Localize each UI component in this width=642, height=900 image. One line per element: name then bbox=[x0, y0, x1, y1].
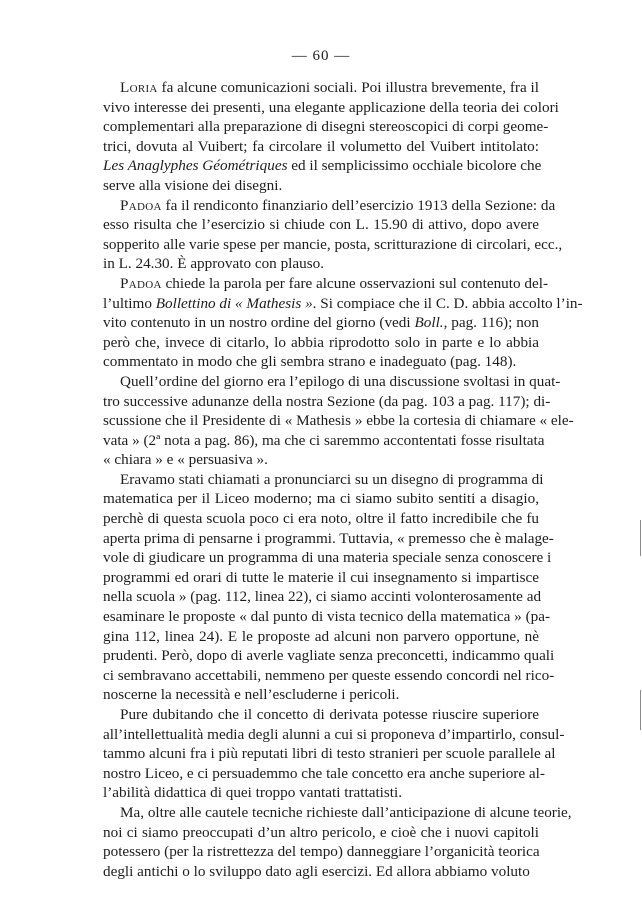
text-run: noi ci siamo preoccupati d’un altro pericolo, e cioè che i nuovi capitoli bbox=[103, 823, 539, 841]
text-run: in L. 24.30. È approvato con plauso. bbox=[103, 255, 325, 273]
text-run: vito contenuto in un nostro ordine del giorno (vedi bbox=[103, 314, 415, 332]
paragraph bbox=[103, 372, 574, 470]
text-line bbox=[103, 450, 539, 470]
text-line bbox=[103, 725, 565, 745]
text-run: vivo interesse dei presenti, una elegante applicazione della teoria dei colori bbox=[103, 98, 559, 116]
text-line bbox=[103, 646, 555, 666]
text-run: complementari alla preparazione di disegni stereoscopici di corpi geome- bbox=[103, 118, 549, 136]
text-run: scussione che il Presidente di « Mathesis » ebbe la cortesia di chiamare « ele- bbox=[103, 412, 574, 430]
paragraph bbox=[103, 705, 565, 803]
text-line bbox=[103, 587, 542, 607]
text-run: noscerne la necessità e nell’escluderne i pericoli. bbox=[103, 686, 400, 704]
text-run: Ma, oltre alle cautele tecniche richieste dall’anticipazione di alcune teorie, bbox=[120, 803, 572, 821]
text-run: però che, invece di citarlo, lo abbia riprodotto solo in parte e lo abbia bbox=[103, 333, 539, 351]
text-line bbox=[103, 862, 539, 882]
text-run: commentato in modo che gli sembra strano e inadeguato (pag. 148). bbox=[103, 353, 517, 371]
text-run: esaminare le proposte « dal punto di vista tecnico della matematica » (pa- bbox=[103, 608, 551, 626]
paragraph bbox=[103, 803, 572, 881]
text-line bbox=[103, 705, 539, 725]
text-line bbox=[103, 470, 544, 490]
page-number: — 60 — bbox=[291, 48, 351, 64]
text-run: tro successive adunanze della nostra Sezione (da pag. 103 a pag. 117); di- bbox=[103, 392, 551, 410]
text-line bbox=[103, 823, 539, 843]
paragraph bbox=[103, 470, 555, 705]
text-line bbox=[103, 666, 555, 686]
text-run: trici, dovuta al Vuibert; fa circolare il volumetto del Vuibert intitolato: bbox=[103, 137, 539, 155]
scan-edge-mark bbox=[640, 520, 641, 556]
text-line bbox=[103, 529, 554, 549]
text-line bbox=[103, 254, 539, 274]
text-line bbox=[103, 156, 542, 176]
text-run: matematica per il Liceo moderno; ma ci siamo subito sentiti a disagio, bbox=[103, 490, 539, 508]
speaker-name: Padoa bbox=[120, 196, 162, 214]
text-line bbox=[103, 98, 559, 118]
speaker-name: Loria bbox=[120, 79, 158, 96]
text-line bbox=[103, 137, 539, 157]
text-run: « chiara » e « persuasiva ». bbox=[103, 451, 268, 469]
text-run: vole di giudicare un programma di una materia speciale senza conoscere i bbox=[103, 549, 552, 567]
text-run: aperta prima di pensarne i programmi. Tuttavia, « premesso che è malage- bbox=[103, 529, 554, 547]
text-run: all’intellettualità media degli alunni a cui si proponeva d’impartirlo, consul- bbox=[103, 725, 565, 743]
text-run: chiede la parola per fare alcune osservazioni sul contenuto del- bbox=[161, 274, 548, 292]
text-line bbox=[103, 294, 583, 314]
text-line bbox=[103, 489, 539, 509]
text-run: perchè di questa scuola poco ci era noto, oltre il fatto incredibile che fu bbox=[103, 510, 539, 528]
text-run: l’abilità didattica di quei troppo vantati trattatisti. bbox=[103, 784, 403, 802]
text-line bbox=[103, 352, 539, 372]
text-line bbox=[103, 117, 549, 137]
text-run: , pag. 116); non bbox=[443, 314, 539, 332]
text-line bbox=[103, 196, 556, 216]
text-run: l’ultimo bbox=[103, 294, 156, 312]
text-line bbox=[103, 313, 539, 333]
text-run: . Si compiace che il C. D. abbia accolto l’in- bbox=[312, 294, 583, 312]
text-run: potessero (per la ristrettezza del tempo) danneggiare l’organicità teorica bbox=[103, 843, 540, 861]
text-line bbox=[103, 78, 539, 98]
text-line bbox=[103, 176, 539, 196]
text-line bbox=[103, 411, 574, 431]
text-line bbox=[103, 685, 539, 705]
speaker-name: Padoa bbox=[120, 274, 162, 292]
text-run: degli antichi o lo sviluppo dato agli esercizi. Ed allora abbiamo voluto bbox=[103, 862, 530, 880]
text-line bbox=[103, 392, 551, 412]
text-run: serve alla visione dei disegni. bbox=[103, 176, 283, 194]
text-line bbox=[103, 803, 572, 823]
text-run: Quell’ordine del giorno era l’epilogo di una discussione svoltasi in quat- bbox=[120, 372, 561, 390]
text-run: gina 112, linea 24). E le proposte ad alcuni non parvero opportune, nè bbox=[103, 627, 539, 645]
italic-title: Boll. bbox=[414, 314, 444, 332]
text-line bbox=[103, 568, 539, 588]
text-run: fa alcune comunicazioni sociali. Poi illustra brevemente, fra il bbox=[157, 79, 539, 96]
text-run: esso risulta che l’esercizio si chiude con L. 15.90 di attivo, dopo avere bbox=[103, 216, 539, 234]
text-line bbox=[103, 215, 539, 235]
text-run: Eravamo stati chiamati a pronunciarci su un disegno di programma di bbox=[120, 470, 544, 488]
paragraph bbox=[103, 196, 563, 274]
text-run: ed il semplicissimo occhiale bicolore che bbox=[287, 157, 542, 175]
paragraph bbox=[103, 274, 583, 372]
text-line bbox=[103, 548, 552, 568]
text-run: nostro Liceo, e ci persuademmo che tale concetto era anche superiore al- bbox=[103, 764, 545, 782]
italic-title: Les Anaglyphes Géométriques bbox=[103, 157, 288, 175]
text-line bbox=[103, 431, 545, 451]
paragraph bbox=[103, 78, 559, 196]
text-run: vata » (2ª nota a pag. 86), ma che ci saremmo accontentati fosse risultata bbox=[103, 431, 545, 449]
text-line bbox=[103, 372, 561, 392]
text-run: programmi ed orari di tutte le materie il cui insegnamento si impartisce bbox=[103, 568, 539, 586]
text-line bbox=[103, 783, 539, 803]
text-run: prudenti. Però, dopo di averle vagliate senza preconcetti, indicammo quali bbox=[103, 647, 555, 665]
text-run: Pure dubitando che il concetto di derivata potesse riuscire superiore bbox=[120, 706, 539, 723]
text-run: sopperito alle varie spese per mancie, posta, scritturazione di circolari, ecc., bbox=[103, 235, 563, 253]
text-line bbox=[103, 842, 539, 862]
body-text bbox=[103, 78, 583, 881]
text-line bbox=[103, 333, 539, 353]
text-line bbox=[103, 274, 548, 294]
text-line bbox=[103, 607, 551, 627]
text-line bbox=[103, 627, 539, 647]
italic-title: Bollettino di « Mathesis » bbox=[155, 294, 313, 312]
text-run: fa il rendiconto finanziario dell’esercizio 1913 della Sezione: da bbox=[161, 196, 556, 214]
text-run: nella scuola » (pag. 112, linea 22), ci siamo accinti volonterosamente ad bbox=[103, 588, 542, 606]
text-line bbox=[103, 764, 545, 784]
text-run: tammo alcuni fra i più reputati libri di testo stranieri per scuole parallele al bbox=[103, 745, 556, 763]
scan-edge-mark bbox=[640, 690, 641, 730]
text-line bbox=[103, 509, 539, 529]
text-line bbox=[103, 235, 563, 255]
text-run: ci sembravano accettabili, nemmeno per queste essendo concordi nel rico- bbox=[103, 666, 555, 684]
text-line bbox=[103, 744, 556, 764]
